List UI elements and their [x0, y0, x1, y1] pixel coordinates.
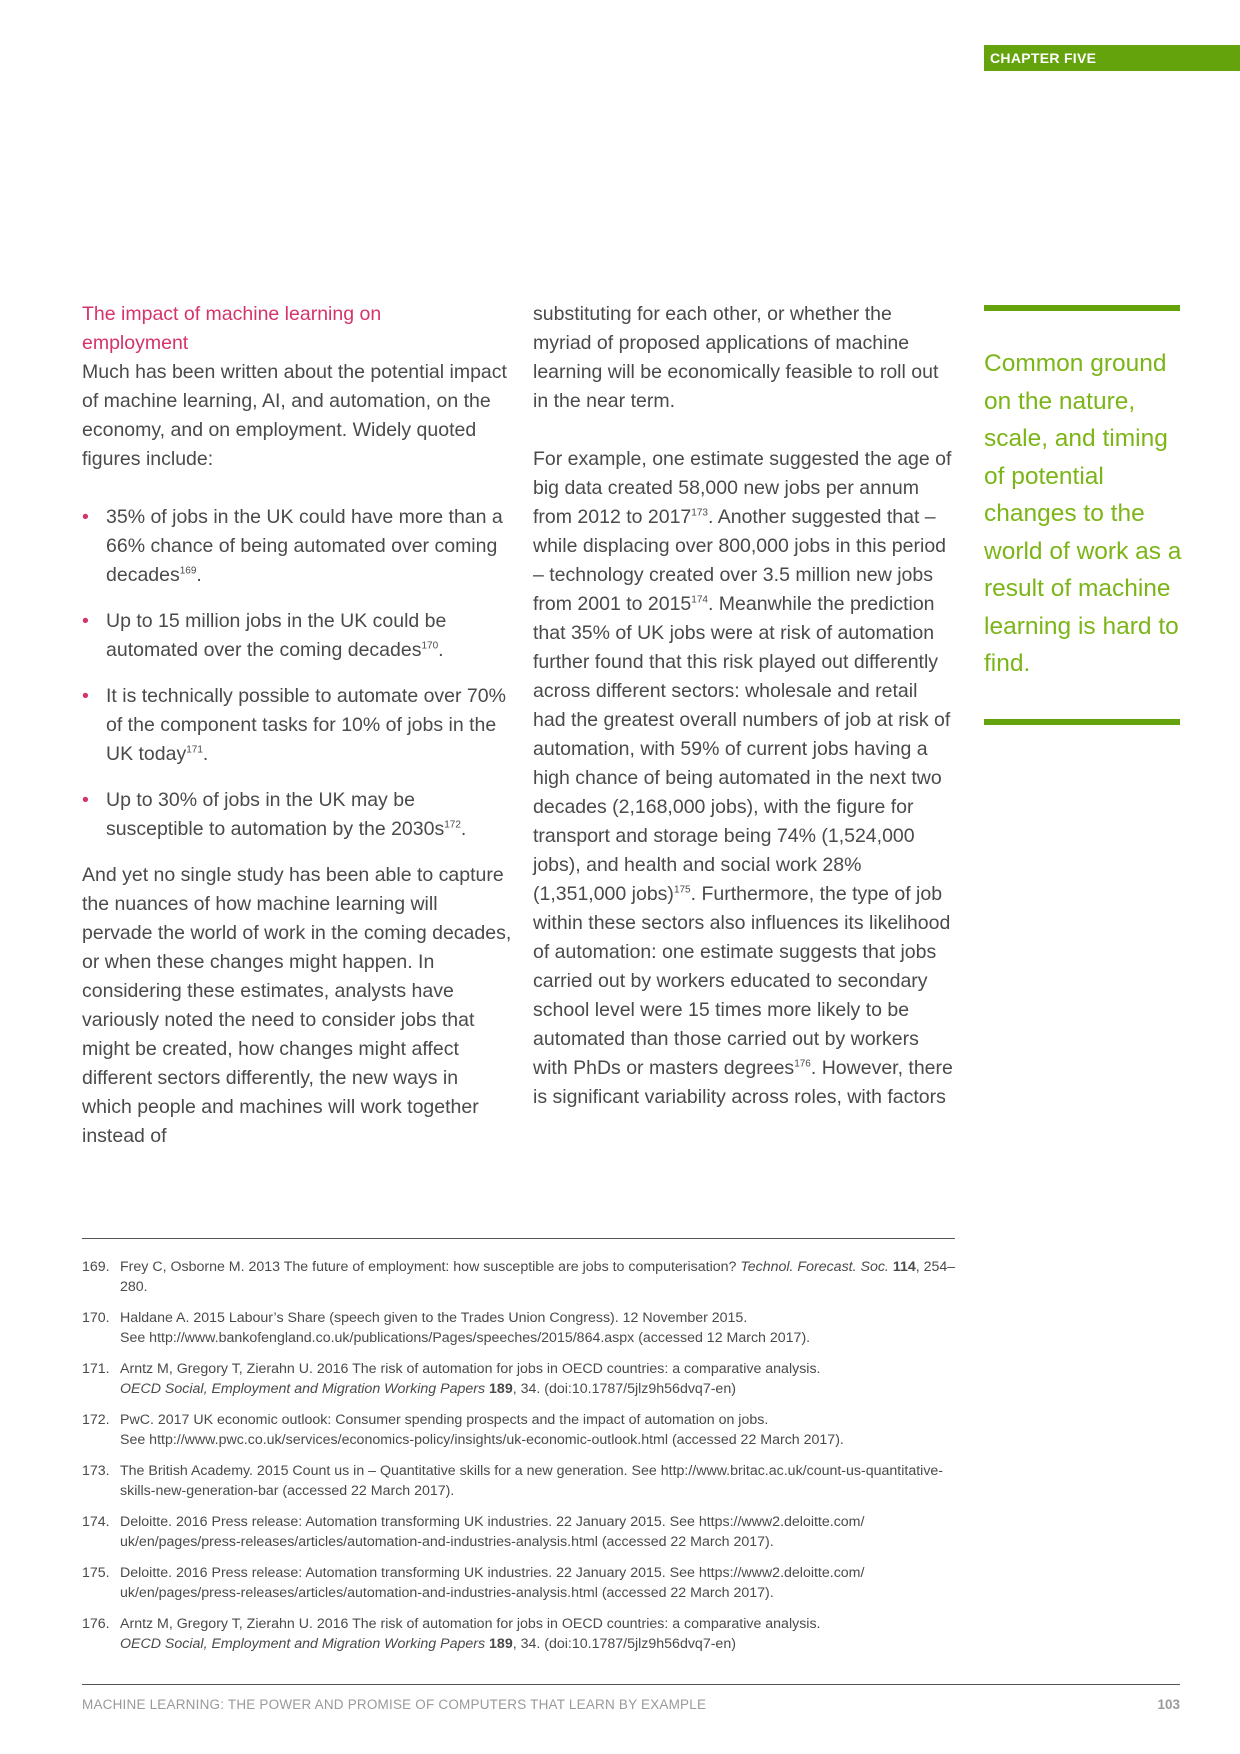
- footer-title: MACHINE LEARNING: THE POWER AND PROMISE OF COMPUTERS THAT LEARN BY EXAMPLE: [82, 1697, 707, 1712]
- footnotes-list: [82, 1257, 962, 1665]
- section-heading-line1: The impact of machine learning on: [82, 303, 382, 325]
- footnote-ref[interactable]: 175: [673, 884, 691, 896]
- closing-paragraph: And yet no single study has been able to capture the nuances of how machine learning will pervade the world of work in the coming decades, or when these changes might happen. In considering these estimates, analysts have variously noted the need to consider jobs that might be created, how changes might affect different sectors differently, the new ways in which people and machines will work together instead of: [82, 864, 512, 1147]
- list-item: • 35% of jobs in the UK could have more than a 66% chance of being automated over coming decades$^{169}$.: [82, 503, 512, 590]
- continued-paragraph: substituting for each other, or whether the myriad of proposed applications of machine learning will be economically feasible to roll out in the near term.: [533, 303, 939, 412]
- intro-paragraph: Much has been written about the potential impact of machine learning, AI, and automation, on the economy, and on employment. Widely quoted figures include:: [82, 361, 507, 470]
- page-number: 103: [1157, 1697, 1180, 1712]
- column-middle: [533, 300, 953, 1112]
- footnote: 176. Arntz M, Gregory T, Zierahn U. 2016 The risk of automation for jobs in OECD countries: a comparative analysis. OECD Social, Employment and Migration Working Papers 189, 34. (doi:10.1787/5jlz9h56dvq7-en): [82, 1616, 821, 1652]
- footnote-link[interactable]: See http://www.bankofengland.co.uk/publications/Pages/speeches/2015/864.aspx (accessed 12 March 2017).: [120, 1330, 811, 1346]
- footnotes-divider: [82, 1238, 955, 1239]
- footnote-link[interactable]: uk/en/pages/press-releases/articles/automation-and-industries-analysis.html (accessed 22 March 2017).: [120, 1585, 774, 1601]
- footnote-ref[interactable]: 173: [691, 507, 708, 519]
- footnote-ref[interactable]: 176: [794, 1058, 811, 1070]
- footnote: 175. Deloitte. 2016 Press release: Automation transforming UK industries. 22 January 2015. See https://www2.deloitte.com/ uk/en/pages/press-releases/articles/automation-and-industries-analysis.html (accessed 22 March 2017).: [82, 1563, 962, 1603]
- list-item: • Up to 15 million jobs in the UK could be automated over the coming decades$^{170}$.: [82, 607, 512, 665]
- pull-quote: Common ground on the nature, scale, and timing of potential changes to the world of work as a result of machine learning is hard to find.: [984, 350, 1182, 677]
- list-item: • Up to 30% of jobs in the UK may be susceptible to automation by the $2030s^{172}$.: [82, 786, 512, 844]
- footnote: 174. Deloitte. 2016 Press release: Automation transforming UK industries. 22 January 2015. See https://www2.deloitte.com/ uk/en/pages/press-releases/articles/automation-and-industries-analysis.html (accessed 22 March 2017).: [82, 1512, 962, 1552]
- footer-divider: [82, 1684, 1180, 1685]
- footnote-ref[interactable]: 174: [691, 594, 708, 606]
- section-heading: [82, 300, 512, 358]
- footnote: 173. The British Academy. 2015 Count us in – Quantitative skills for a new generation. See http://www.britac.ac.uk/count-us-quantitative-skills-new-generation-bar (accessed 22 March 2017).: [82, 1463, 944, 1499]
- list-item: • It is technically possible to automate over 70% of the component tasks for 10% of jobs in the UK today$^{171}$.: [82, 682, 512, 769]
- footnote-ref[interactable]: 171: [186, 744, 203, 756]
- statistics-list: [82, 503, 512, 844]
- footnote-link[interactable]: uk/en/pages/press-releases/articles/automation-and-industries-analysis.html (accessed 22 March 2017).: [120, 1534, 774, 1550]
- footnote: 172. PwC. 2017 UK economic outlook: Consumer spending prospects and the impact of automation on jobs. See http://www.pwc.co.uk/services/economics-policy/insights/uk-economic-outlook.html (accessed 22 March 2017).: [82, 1410, 962, 1450]
- footnote-link[interactable]: See http://www.pwc.co.uk/services/economics-policy/insights/uk-economic-outlook.html (accessed 22 March 2017).: [120, 1432, 844, 1448]
- footnote-ref[interactable]: 172: [444, 819, 461, 831]
- footnote: 171. Arntz M, Gregory T, Zierahn U. 2016 The risk of automation for jobs in OECD countries: a comparative analysis. OECD Social, Employment and Migration Working Papers 189, 34. (doi:10.1787/5jlz9h56dvq7-en): [82, 1361, 821, 1397]
- example-paragraph: For example, one estimate suggested the age of big data created 58,000 new jobs per annum from 2012 to 2017$^{173}$. Another suggested that – while displacing over 800,000 jobs in this period – technology created over 3.5 million new jobs from 2001 to 2015$^{174}$. Meanwhile the prediction that 35% of UK jobs were at risk of automation further found that this risk played out differently across different sectors: wholesale and retail had the greatest overall numbers of job at risk of automation, with 59% of current jobs having a high chance of being automated in the next two decades (2,168,000 jobs), with the figure for transport and storage being 74% (1,524,000 jobs), and health and social work 28% (1,351,000 jobs)$^{175}$. Furthermore, the type of job within these sectors also influences its likelihood of automation: one estimate suggests that jobs carried out by workers educated to secondary school level were 15 times more likely to be automated than those carried out by workers with PhDs or masters degrees$^{176}$. However, there is significant variability across roles, with factors: [533, 448, 953, 1108]
- chapter-label: CHAPTER FIVE: [984, 45, 1240, 71]
- pull-quote-top-rule: [984, 305, 1180, 311]
- footnote: 169. Frey C, Osborne M. 2013 The future of employment: how susceptible are jobs to computerisation? Technol. Forecast. Soc. 114, 254–280.: [82, 1259, 956, 1295]
- footnote: 170. Haldane A. 2015 Labour’s Share (speech given to the Trades Union Congress). 12 November 2015. See http://www.bankofengland.co.uk/publications/Pages/speeches/2015/864.aspx (accessed 12 March 2017).: [82, 1308, 962, 1348]
- section-heading-line2: employment: [82, 332, 189, 354]
- footnote-ref[interactable]: 169: [179, 565, 197, 577]
- footnote-link[interactable]: The British Academy. 2015 Count us in – Quantitative skills for a new generation. See http://www.britac.ac.uk/count-us-quantitative-skills-new-generation-bar (accessed 22 March 2017).: [120, 1463, 944, 1499]
- column-left: [82, 300, 512, 1151]
- pull-quote-bottom-rule: [984, 719, 1180, 725]
- footnote-ref[interactable]: 170: [421, 640, 439, 652]
